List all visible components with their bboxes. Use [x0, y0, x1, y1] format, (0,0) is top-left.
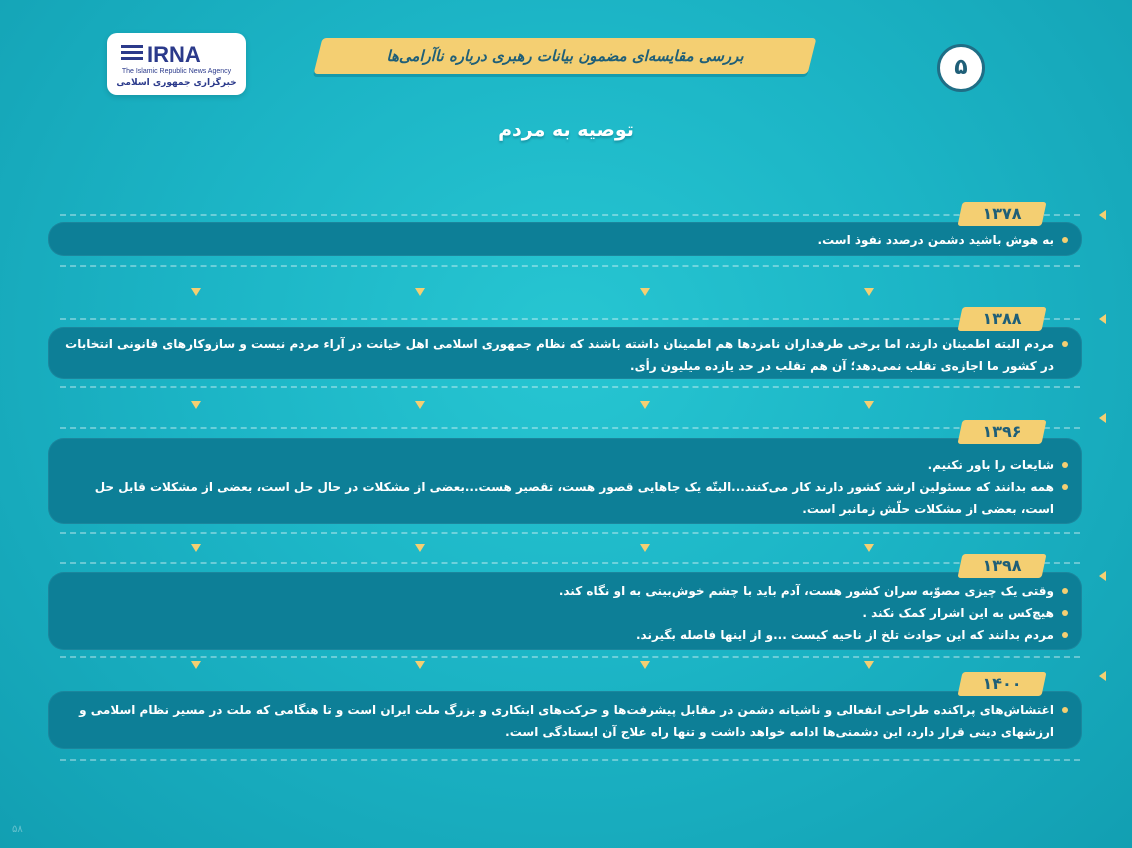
logo-english-name: The Islamic Republic News Agency — [121, 68, 232, 75]
bullet-item: به هوش باشید دشمن درصدد نفوذ است. — [62, 229, 1068, 251]
side-marker-icon — [1099, 314, 1106, 324]
divider-line — [60, 562, 1080, 564]
connector-arrows — [0, 401, 1132, 411]
year-panel-1396 — [48, 438, 1082, 524]
section-subtitle: توصیه به مردم — [498, 119, 634, 141]
divider-line — [60, 318, 1080, 320]
down-arrow-icon — [191, 661, 201, 669]
down-arrow-icon — [864, 401, 874, 409]
down-arrow-icon — [191, 544, 201, 552]
year-panel-1398 — [48, 572, 1082, 650]
year-panel-1388 — [48, 327, 1082, 379]
irna-logo-mark — [121, 41, 231, 65]
down-arrow-icon — [415, 401, 425, 409]
down-arrow-icon — [640, 544, 650, 552]
down-arrow-icon — [415, 544, 425, 552]
bullet-item: مردم بدانند که این حوادث تلخ از ناحیه کیست ...و از اینها فاصله بگیرند. — [62, 624, 1068, 646]
bullet-list — [62, 229, 1068, 251]
divider-line — [60, 427, 1080, 429]
bullet-item: هیچ‌کس به این اشرار کمک نکند . — [62, 602, 1068, 624]
bullet-item: همه بدانند که مسئولین ارشد کشور دارند کار می‌کنند...البتّه یک جاهایی قصور هست، تقصیر هست...بعضی از مشکلات در حال حل است، بعضی از مشکلات قابل حل است، بعضی از مشکلات حلّش زمانبر است. — [62, 476, 1068, 520]
page-number: ۵۸ — [12, 824, 23, 835]
down-arrow-icon — [864, 661, 874, 669]
year-panel-1378 — [48, 222, 1082, 256]
down-arrow-icon — [191, 401, 201, 409]
page-title: بررسی مقایسه‌ای مضمون بیانات رهبری درباره ناآرامی‌ها — [386, 47, 744, 65]
bullet-list — [62, 580, 1068, 646]
bullet-item: شایعات را باور نکنیم. — [62, 454, 1068, 476]
bullet-item: وقتی یک چیزی مصوّبه سران کشور هست، آدم باید با چشم خوش‌بینی به او نگاه کند. — [62, 580, 1068, 602]
year-panel-1400 — [48, 691, 1082, 749]
divider-line — [60, 532, 1080, 534]
connector-arrows — [0, 661, 1132, 671]
down-arrow-icon — [191, 288, 201, 296]
down-arrow-icon — [640, 288, 650, 296]
down-arrow-icon — [415, 661, 425, 669]
divider-line — [60, 759, 1080, 761]
bullet-list — [62, 333, 1068, 377]
year-label: ۱۳۸۸ — [982, 309, 1022, 328]
logo-text: IRNA — [147, 42, 201, 65]
down-arrow-icon — [864, 288, 874, 296]
down-arrow-icon — [640, 401, 650, 409]
divider-line — [60, 656, 1080, 658]
page-number-badge: ۵ — [937, 44, 985, 92]
side-marker-icon — [1099, 571, 1106, 581]
bullet-list — [62, 699, 1068, 743]
year-label: ۱۳۷۸ — [982, 204, 1022, 223]
bullet-item: مردم البته اطمینان دارند، اما برخی طرفداران نامزدها هم اطمینان داشته باشند که نظام جمهوری اسلامی اهل خیانت در آراء مردم نیست و سازوکارهای قانونی انتخابات در کشور ما اجازه‌ی تقلب نمی‌دهد؛ آن هم تقلب در حد یازده میلیون رأی. — [62, 333, 1068, 377]
connector-arrows — [0, 544, 1132, 554]
bullet-list — [62, 454, 1068, 520]
down-arrow-icon — [415, 288, 425, 296]
down-arrow-icon — [864, 544, 874, 552]
divider-line — [60, 265, 1080, 267]
side-marker-icon — [1099, 671, 1106, 681]
year-label: ۱۳۹۶ — [982, 422, 1022, 441]
irna-logo — [107, 33, 246, 95]
side-marker-icon — [1099, 413, 1106, 423]
year-label: ۱۴۰۰ — [982, 674, 1022, 693]
logo-persian-name: خبرگزاری جمهوری اسلامی — [116, 78, 237, 88]
down-arrow-icon — [640, 661, 650, 669]
connector-arrows — [0, 288, 1132, 298]
year-label: ۱۳۹۸ — [982, 556, 1022, 575]
bullet-item: اغتشاش‌های پراکنده طراحی انفعالی و ناشیانه دشمن در مقابل پیشرفت‌ها و حرکت‌های ابتکاری و بزرگ ملت ایران است و تا هنگامی که ملت در مسیر نظام اسلامی و ارزشهای دینی قرار دارد، این دشمنی‌ها ادامه خواهد داشت و تنها راه علاج آن ایستادگی است. — [62, 699, 1068, 743]
divider-line — [60, 214, 1080, 216]
side-marker-icon — [1099, 210, 1106, 220]
divider-line — [60, 386, 1080, 388]
